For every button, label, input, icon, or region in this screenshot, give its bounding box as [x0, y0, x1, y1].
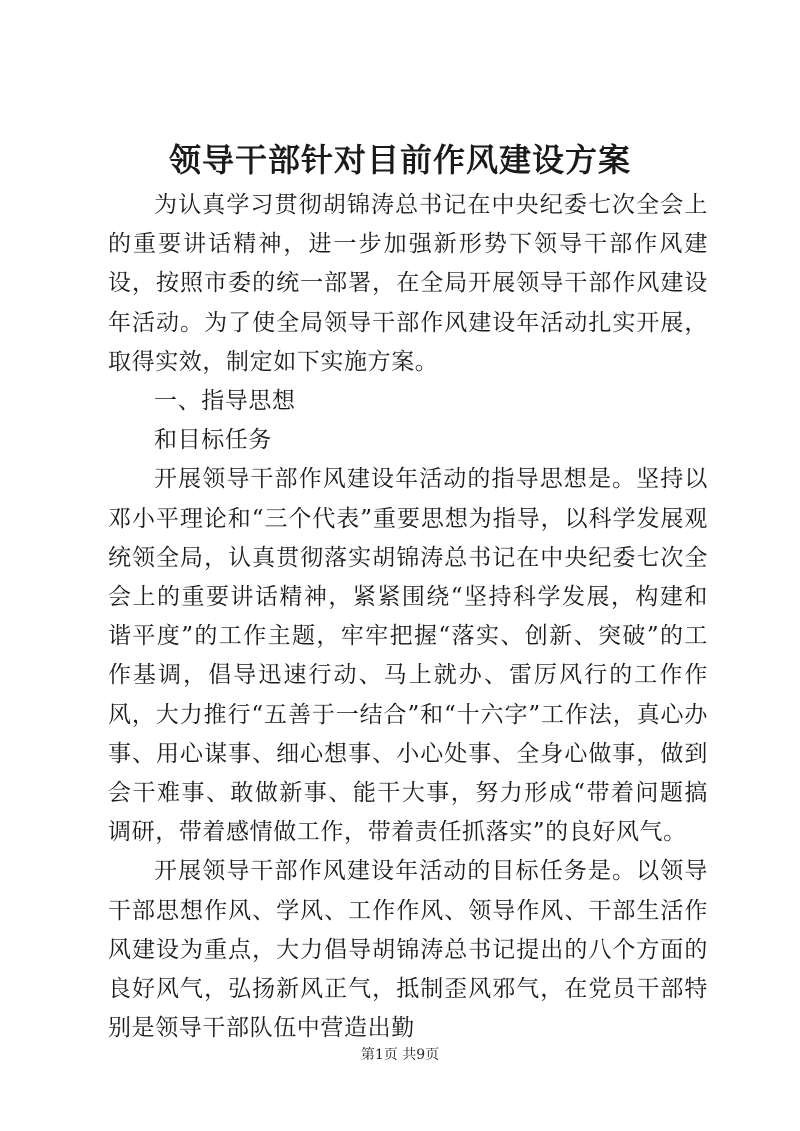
- document-title: 领导干部针对目前作风建设方案: [168, 141, 631, 179]
- paragraph-goals: 开展领导干部作风建设年活动的目标任务是。以领导干部思想作风、学风、工作作风、领导作风、干部生活作风建设为重点，大力倡导胡锦涛总书记提出的八个方面的良好风气，弘扬新风正气，抵制歪风邪气，在党员干部特别是领导干部队伍中营造出勤: [108, 858, 708, 1042]
- section-heading-guiding-thought: 一、指导思想: [154, 388, 296, 415]
- page-number-footer: 第1页 共9页: [360, 1047, 440, 1063]
- paragraph-guiding-thought: 开展领导干部作风建设年活动的指导思想是。坚持以邓小平理论和“三个代表”重要思想为指导，以科学发展观统领全局，认真贯彻落实胡锦涛总书记在中央纪委七次全会上的重要讲话精神，紧紧围绕“坚持科学发展，构建和谐平度”的工作主题，牢牢把握“落实、创新、突破”的工作基调，倡导迅速行动、马上就办、雷厉风行的工作作风，大力推行“五善于一结合”和“十六字”工作法，真心办事、用心谋事、细心想事、小心处事、全身心做事，做到会干难事、敢做新事、能干大事，努力形成“带着问题搞调研，带着感情做工作，带着责任抓落实”的良好风气。: [108, 466, 708, 846]
- document-body: [108, 186, 708, 1048]
- section-heading-goals: 和目标任务: [154, 427, 272, 454]
- paragraph-intro: 为认真学习贯彻胡锦涛总书记在中央纪委七次全会上的重要讲话精神，进一步加强新形势下领导干部作风建设，按照市委的统一部署，在全局开展领导干部作风建设年活动。为了使全局领导干部作风建设年活动扎实开展，取得实效，制定如下实施方案。: [108, 192, 708, 375]
